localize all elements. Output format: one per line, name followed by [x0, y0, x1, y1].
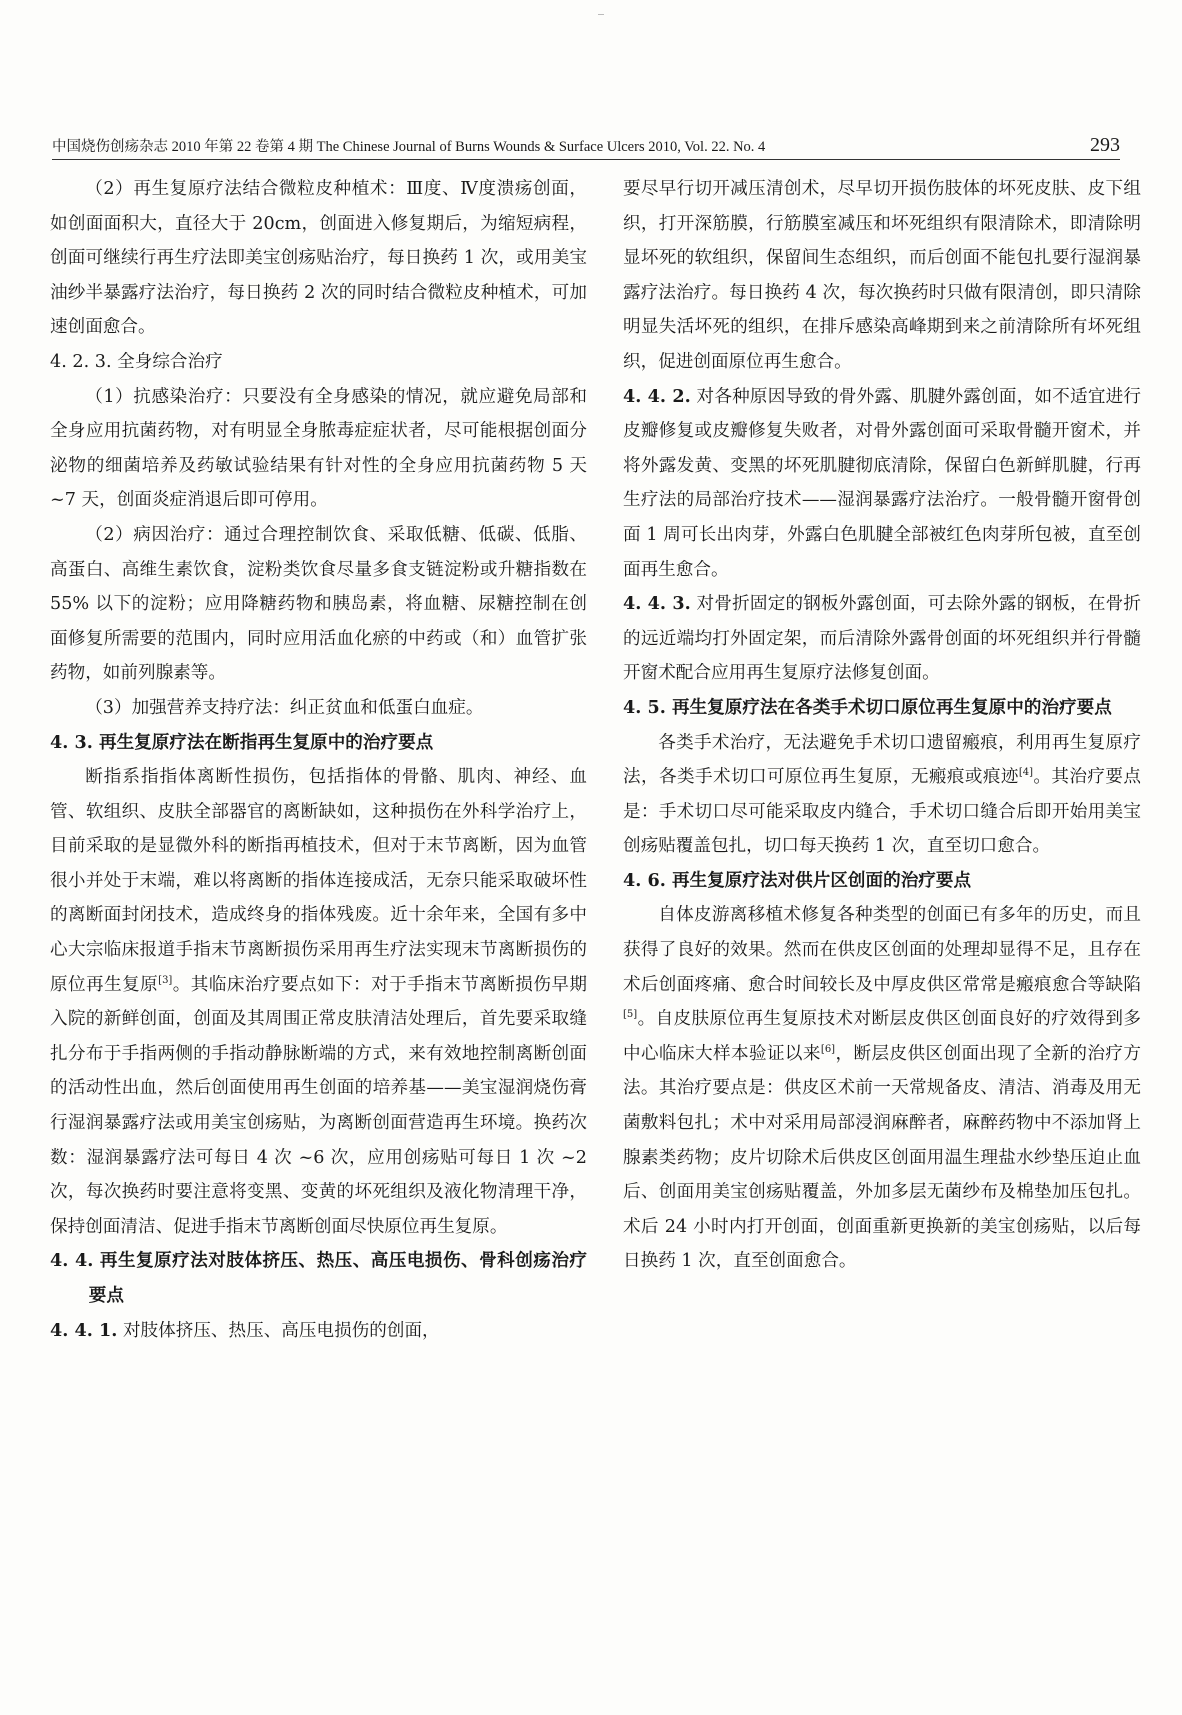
running-header: [52, 133, 1120, 160]
paragraph: （2）再生复原疗法结合微粒皮种植术：Ⅲ度、Ⅳ度溃疡创面，如创面面积大，直径大于 20cm，创面进入修复期后，为缩短病程，创面可继续行再生疗法即美宝创疡贴治疗，每日换药 1 次，或用美宝油纱半暴露疗法治疗，每日换药 2 次的同时结合微粒皮种植术，可加速创面愈合。: [50, 179, 587, 338]
page-number: 293: [1090, 134, 1120, 156]
section-heading: 4. 5. 再生复原疗法在各类手术切口原位再生复原中的治疗要点: [623, 696, 1112, 718]
subsection-label: 4. 4. 2.: [623, 385, 691, 407]
section-heading: 4. 6. 再生复原疗法对供片区创面的治疗要点: [623, 869, 972, 891]
citation-ref: [6]: [820, 1043, 836, 1055]
subsection-paragraph: 4. 4. 3. 对骨折固定的钢板外露创面，可去除外露的钢板，在骨折的远近端均打外固定架，而后清除外露骨创面的坏死组织并行骨髓开窗术配合应用再生复原疗法修复创面。: [623, 593, 1142, 684]
paragraph: （1）抗感染治疗：只要没有全身感染的情况，就应避免局部和全身应用抗菌药物，对有明显全身脓毒症症状者，尽可能根据创面分泌物的细菌培养及药敏试验结果有针对性的全身应用抗菌药物 5 天 ~7 天，创面炎症消退后即可停用。: [50, 386, 587, 511]
subsection-heading: 4. 2. 3. 全身综合治疗: [50, 351, 223, 372]
journal-citation: 中国烧伤创疡杂志 2010 年第 22 卷第 4 期 The Chinese Journal of Burns Wounds & Surface Ulcers 2010, Vol. 22. No. 4: [52, 139, 766, 155]
right-column: [623, 172, 1141, 1279]
paragraph: 自体皮游离移植术修复各种类型的创面已有多年的历史，而且获得了良好的效果。然而在供皮区创面的处理却显得不足，且存在术后创面疼痛、愈合时间较长及中厚皮供区常常是瘢痕愈合等缺陷[5]。自皮肤原位再生复原技术对断层皮供区创面良好的疗效得到多中心临床大样本验证以来[6]，断层皮供区创面出现了全新的治疗方法。其治疗要点是：供皮区术前一天常规备皮、清洁、消毒及用无菌敷料包扎；术中对采用局部浸润麻醉者，麻醉药物中不添加肾上腺素类药物；皮片切除术后供皮区创面用温生理盐水纱垫压迫止血后、创面用美宝创疡贴覆盖，外加多层无菌纱布及棉垫加压包扎。术后 24 小时内打开创面，创面重新更换新的美宝创疡贴，以后每日换药 1 次，直至创面愈合。: [623, 905, 1141, 1272]
citation-ref: [5]: [623, 1009, 638, 1021]
paragraph: （2）病因治疗：通过合理控制饮食、采取低糖、低碳、低脂、高蛋白、高维生素饮食，淀粉类饮食尽量多食支链淀粉或升糖指数在 55% 以下的淀粉；应用降糖药物和胰岛素，将血糖、尿糖控制在创面修复所需要的范围内，同时应用活血化瘀的中药或（和）血管扩张药物，如前列腺素等。: [50, 524, 587, 684]
section-heading: 4. 3. 再生复原疗法在断指再生复原中的治疗要点: [50, 731, 434, 753]
paragraph-continued: 要尽早行切开减压清创术，尽早切开损伤肢体的坏死皮肤、皮下组织，打开深筋膜，行筋膜室减压和坏死组织有限清除术，即清除明显坏死的软组织，保留间生态组织，而后创面不能包扎要行湿润暴露疗法治疗。每日换药 4 次，每次换药时只做有限清创，即只清除明显失活坏死的组织，在排斥感染高峰期到来之前清除所有坏死组织，促进创面原位再生愈合。: [623, 179, 1141, 372]
scan-mark: [598, 14, 604, 15]
paragraph: 各类手术治疗，无法避免手术切口遗留瘢痕，利用再生复原疗法，各类手术切口可原位再生复原，无瘢痕或痕迹[4]。其治疗要点是：手术切口尽可能采取皮内缝合，手术切口缝合后即开始用美宝创疡贴覆盖包扎，切口每天换药 1 次，直至切口愈合。: [623, 732, 1141, 857]
subsection-label: 4. 4. 3.: [623, 593, 691, 615]
paragraph: 断指系指指体离断性损伤，包括指体的骨骼、肌肉、神经、血管、软组织、皮肤全部器官的离断缺如，这种损伤在外科学治疗上，目前采取的是显微外科的断指再植技术，但对于末节离断，因为血管很小并处于末端，难以将离断的指体连接成活，无奈只能采取破坏性的离断面封闭技术，造成终身的指体残废。近十余年来，全国有多中心大宗临床报道手指末节离断损伤采用再生疗法实现末节离断损伤的原位再生复原[3]。其临床治疗要点如下：对于手指末节离断损伤早期入院的新鲜创面，创面及其周围正常皮肤清洁处理后，首先要采取缝扎分布于手指两侧的手指动静脉断端的方式，来有效地控制离断创面的活动性出血，然后创面使用再生创面的培养基——美宝湿润烧伤膏行湿润暴露疗法或用美宝创疡贴，为离断创面营造再生环境。换药次数：湿润暴露疗法可每日 4 次 ~6 次，应用创疡贴可每日 1 次 ~2 次，每次换药时要注意将变黑、变黄的坏死组织及液化物清理干净，保持创面清洁、促进手指末节离断创面尽快原位再生复原。: [50, 767, 587, 1237]
subsection-paragraph: 4. 4. 1. 对肢体挤压、热压、高压电损伤的创面，: [50, 1319, 440, 1341]
paragraph: （3）加强营养支持疗法：纠正贫血和低蛋白血症。: [85, 697, 484, 718]
left-column: [50, 172, 587, 1348]
citation-ref: [3]: [158, 974, 173, 986]
subsection-label: 4. 4. 1.: [50, 1319, 118, 1341]
citation-ref: [4]: [1018, 767, 1034, 779]
section-heading: 4. 4. 再生复原疗法对肢体挤压、热压、高压电损伤、骨科创疡治疗要点: [50, 1250, 587, 1306]
subsection-paragraph: 4. 4. 2. 对各种原因导致的骨外露、肌腱外露创面，如不适宜进行皮瓣修复或皮瓣修复失败者，对骨外露创面可采取骨髓开窗术，并将外露发黄、变黑的坏死肌腱彻底清除，保留白色新鲜肌腱，行再生疗法的局部治疗技术——湿润暴露疗法治疗。一般骨髓开窗骨创面 1 周可长出肉芽，外露白色肌腱全部被红色肉芽所包被，直至创面再生愈合。: [623, 385, 1142, 580]
